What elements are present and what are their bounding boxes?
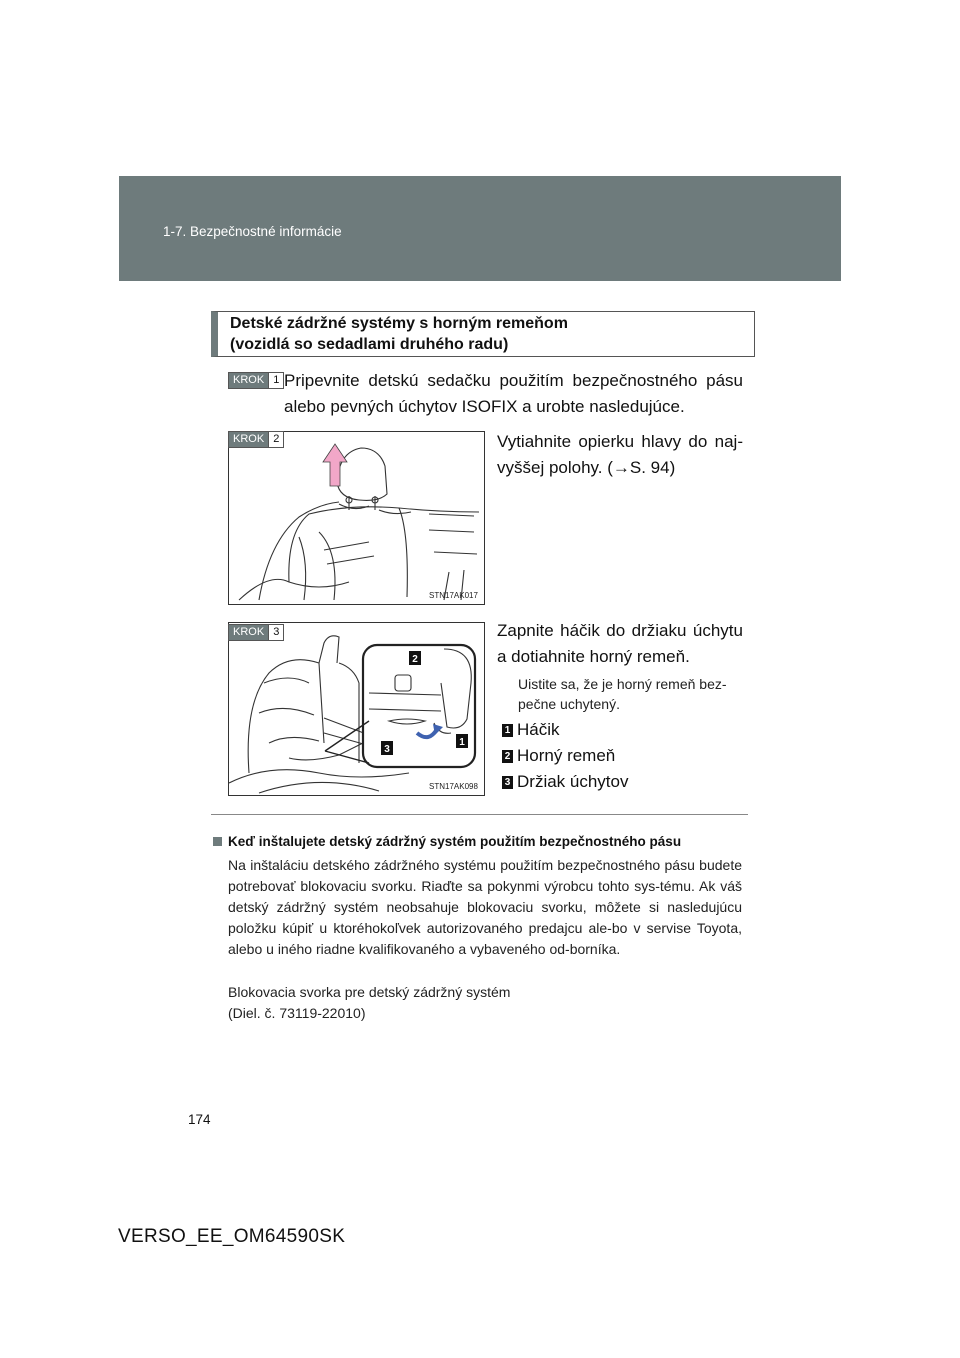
legend-label: Háčik	[517, 720, 560, 739]
step-badge-label: KROK	[229, 373, 268, 388]
step-2-figure	[228, 431, 485, 605]
page-number: 174	[188, 1112, 211, 1127]
headrest-illustration	[229, 432, 484, 604]
legend-label: Držiak úchytov	[517, 772, 629, 791]
figure-code: STN17AK017	[429, 591, 478, 600]
step-3-text: Zapnite háčik do držiaku úchytu a dotiahnite horný remeň.	[497, 621, 743, 666]
section-title-line-2: (vozidlá so sedadlami druhého radu)	[230, 336, 509, 353]
legend-item-hook	[502, 719, 560, 741]
step-2-badge	[228, 431, 284, 448]
pull-up-arrow	[323, 444, 347, 486]
info-heading-text: Keď inštalujete detský zádržný systém použitím bezpečnostného pásu	[228, 834, 682, 849]
tether-illustration	[229, 623, 484, 795]
document-code: VERSO_EE_OM64590SK	[118, 1226, 346, 1247]
part-line-1: Blokovacia svorka pre detský zádržný systém	[228, 984, 511, 1000]
legend-number-badge: 2	[502, 750, 513, 763]
part-line-2: (Diel. č. 73119-22010)	[228, 1005, 366, 1021]
step-2-text: Vytiahnite opierku hlavy do naj-vyššej polohy. (→S. 94)	[497, 432, 743, 477]
svg-text:1: 1	[459, 737, 465, 748]
section-label: 1-7. Bezpečnostné informácie	[163, 224, 342, 239]
step-3-note: Uistite sa, že je horný remeň bez-pečne uchytený.	[518, 676, 727, 712]
figure-code: STN17AK098	[429, 782, 478, 791]
step-badge-number: 3	[268, 625, 283, 640]
header-band	[119, 176, 841, 281]
step-badge-label: KROK	[229, 625, 268, 640]
section-divider	[211, 814, 748, 815]
step-badge-number: 2	[268, 432, 283, 447]
svg-text:2: 2	[412, 654, 418, 665]
legend-number-badge: 3	[502, 776, 513, 789]
step-1-text: Pripevnite detskú sedačku použitím bezpečnostného pásu alebo pevných úchytov ISOFIX a urobte nasledujúce.	[284, 371, 743, 416]
step-1-badge	[228, 372, 284, 389]
bullet-square-icon	[213, 837, 222, 846]
legend-number-badge: 1	[502, 724, 513, 737]
info-heading	[213, 834, 681, 849]
section-title-box	[211, 311, 755, 357]
step-badge-number: 1	[268, 373, 283, 388]
svg-text:3: 3	[384, 744, 390, 755]
info-paragraph: Na inštaláciu detského zádržného systému použitím bezpečnostného pásu budete potrebovať blokovaciu svorku. Riaďte sa pokynmi výrobcu tohto sys-tému. Ak váš detský zádržný systém neobsahuje blokovaciu svorku, môžete si nasledujúcu položku kúpiť u ktoréhokoľvek autorizovaného predajcu ale-bo v servise Toyota, alebo u iného riadne kvalifikovaného a vybaveného od-borníka.	[228, 857, 742, 957]
legend-item-bracket	[502, 771, 628, 793]
legend-item-strap	[502, 745, 615, 767]
inset-detail	[363, 645, 475, 767]
step-badge-label: KROK	[229, 432, 268, 447]
legend-label: Horný remeň	[517, 746, 616, 765]
step-3-badge	[228, 624, 284, 641]
section-title-line-1: Detské zádržné systémy s horným remeňom	[230, 315, 568, 332]
step-3-figure	[228, 622, 485, 796]
